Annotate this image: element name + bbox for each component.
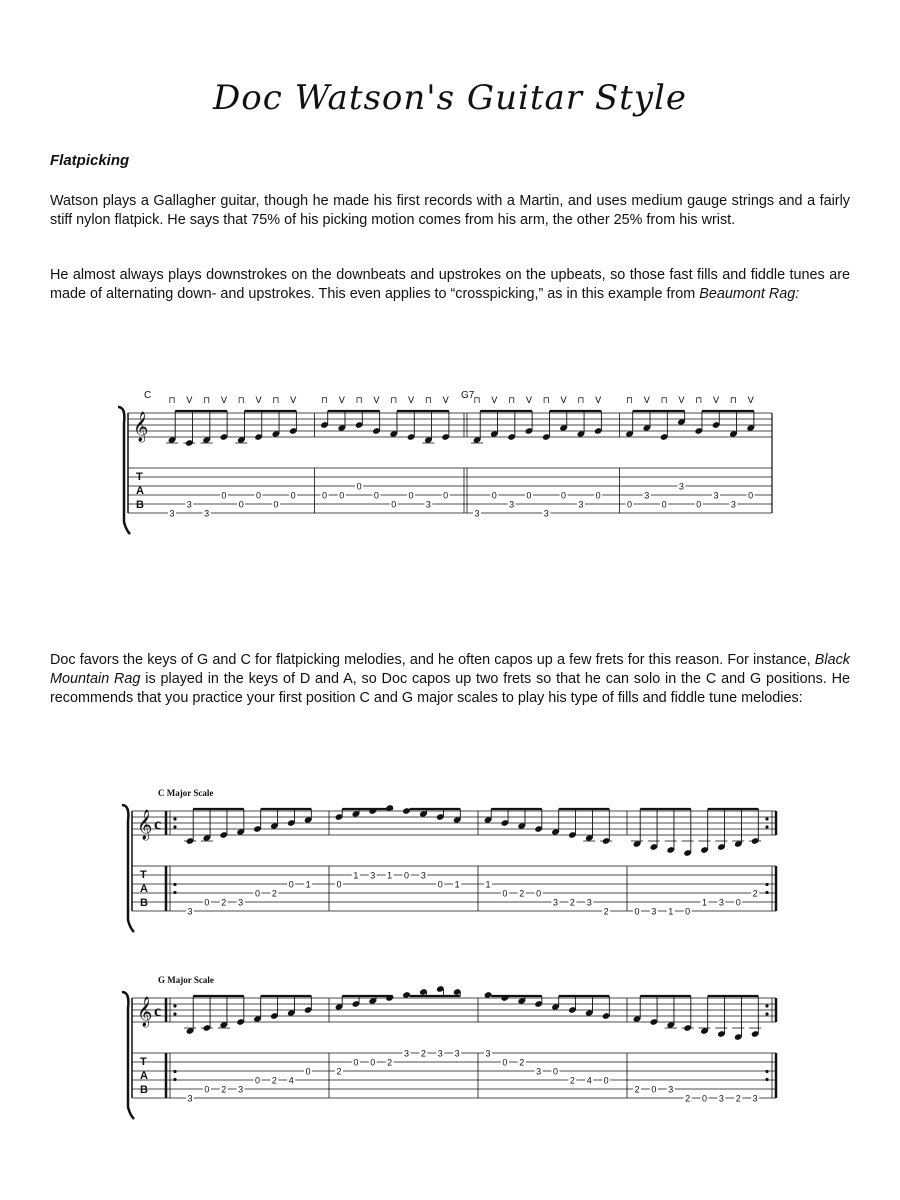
- scale-label-c-major: C Major Scale: [158, 788, 214, 798]
- repeat-dot: [765, 1012, 768, 1015]
- repeat-dot: [173, 1012, 176, 1015]
- tab-fret-number: 0: [339, 490, 345, 501]
- pick-direction-mark: V: [712, 396, 720, 406]
- repeat-dot: [765, 1004, 768, 1007]
- tab-fret-number: 2: [634, 1084, 640, 1095]
- tab-fret-number: 0: [701, 1093, 708, 1104]
- tab-fret-number: 3: [425, 499, 431, 510]
- tab-fret-number: 0: [526, 490, 532, 501]
- tab-letter: A: [140, 883, 148, 895]
- pick-direction-mark: V: [747, 396, 754, 406]
- tab-fret-number: 0: [305, 1066, 311, 1077]
- tab-fret-number: 3: [668, 1084, 674, 1095]
- pick-direction-mark: ⊓: [424, 396, 432, 406]
- repeat-dot: [173, 1070, 176, 1073]
- pick-direction-mark: V: [373, 396, 380, 406]
- tab-fret-number: 3: [186, 499, 192, 510]
- scale-label-g-major: G Major Scale: [158, 975, 214, 985]
- tab-fret-number: 0: [373, 490, 379, 501]
- tab-fret-number: 2: [221, 1084, 227, 1095]
- repeat-dot: [173, 825, 176, 828]
- tab-fret-number: 3: [651, 906, 657, 917]
- tab-fret-number: 3: [678, 481, 684, 492]
- tab-fret-number: 3: [238, 897, 244, 908]
- tab-fret-number: 3: [187, 1093, 193, 1104]
- pick-direction-mark: V: [560, 396, 567, 406]
- paragraph-keys-text-a: Doc favors the keys of G and C for flatpicking melodies, and he often capos up a few frets for this reason. For instance,: [50, 652, 815, 668]
- tab-fret-number: 2: [387, 1057, 393, 1068]
- pick-direction-mark: ⊓: [355, 396, 363, 406]
- tab-fret-number: 2: [603, 906, 609, 917]
- tab-fret-number: 0: [273, 499, 279, 510]
- tab-fret-number: 0: [238, 499, 244, 510]
- tab-fret-number: 2: [569, 1075, 575, 1086]
- scale_c-system: [122, 804, 776, 932]
- pick-direction-mark: ⊓: [168, 396, 176, 406]
- tab-fret-number: 0: [321, 490, 328, 501]
- tab-fret-number: 3: [420, 870, 426, 881]
- pick-direction-mark: ⊓: [473, 396, 481, 406]
- pick-direction-mark: ⊓: [237, 396, 245, 406]
- tab-fret-number: 2: [569, 897, 575, 908]
- tab-fret-number: 0: [256, 490, 262, 501]
- repeat-dot: [173, 1004, 176, 1007]
- tab-fret-number: 3: [169, 508, 175, 519]
- tab-fret-number: 3: [752, 1093, 758, 1104]
- pick-direction-mark: ⊓: [390, 396, 398, 406]
- tab-fret-number: 3: [454, 1048, 460, 1059]
- repeat-dot: [765, 817, 768, 820]
- pick-direction-mark: ⊓: [729, 396, 737, 406]
- tab-fret-number: 2: [221, 897, 227, 908]
- paragraph-picking-text: He almost always plays downstrokes on the downbeats and upstrokes on the upbeats, so those fast fills and fiddle tunes are made of alternating down- and upstrokes. This even applies to “crosspicking,” as in this example from: [50, 267, 850, 302]
- repeat-dot: [173, 817, 176, 820]
- paragraph-keys-text-b: is played in the keys of D and A, so Doc capos up two frets so that he can solo in the C and G positions. He recommends that you practice your first position C and G major scales to play his type of fills and fiddle tune melodies:: [50, 671, 850, 706]
- pick-direction-mark: ⊓: [660, 396, 668, 406]
- paragraph-guitar: Watson plays a Gallagher guitar, though he made his first records with a Martin, and uses medium gauge strings and a fairly stiff nylon flatpick. He says that 75% of his picking motion comes from his arm, the other 25% from his wrist.: [50, 193, 850, 228]
- tab-fret-number: 0: [408, 490, 414, 501]
- pick-direction-mark: V: [338, 396, 345, 406]
- tab-fret-number: 0: [502, 888, 508, 899]
- pick-direction-mark: ⊓: [625, 396, 634, 406]
- tab-letter: T: [140, 1056, 147, 1068]
- tab-letter: B: [140, 897, 148, 909]
- tab-fret-number: 0: [403, 870, 410, 881]
- tab-fret-number: 0: [288, 879, 294, 890]
- tab-fret-number: 4: [288, 1075, 294, 1086]
- tab-fret-number: 0: [634, 906, 640, 917]
- tab-fret-number: 3: [586, 897, 592, 908]
- tab-fret-number: 0: [552, 1066, 559, 1077]
- pick-direction-mark: V: [255, 396, 262, 406]
- tab-fret-number: 2: [336, 1066, 342, 1077]
- pick-direction-mark: ⊓: [272, 396, 280, 406]
- tune-title-black-mountain-rag: Black Mountain Rag: [50, 652, 850, 687]
- repeat-dot: [173, 1078, 176, 1081]
- tab-fret-number: 3: [437, 1048, 443, 1059]
- pick-direction-mark: V: [678, 396, 685, 406]
- repeat-dot: [173, 883, 176, 886]
- tab-fret-number: 0: [748, 490, 754, 501]
- pick-direction-mark: V: [491, 396, 498, 406]
- tab-fret-number: 1: [353, 870, 359, 881]
- chord-symbol-c: C: [144, 390, 152, 401]
- page-title: Doc Watson's Guitar Style: [212, 78, 687, 118]
- tab-fret-number: 0: [491, 490, 497, 501]
- tab-fret-number: 0: [353, 1057, 359, 1068]
- tab-fret-number: 0: [685, 906, 691, 917]
- tab-fret-number: 0: [595, 490, 601, 501]
- tab-fret-number: 0: [502, 1057, 508, 1068]
- tab-fret-number: 0: [356, 481, 362, 492]
- tab-fret-number: 0: [443, 490, 449, 501]
- tab-letter: B: [140, 1084, 148, 1096]
- pick-direction-mark: ⊓: [203, 396, 211, 406]
- tab-fret-number: 3: [730, 499, 736, 510]
- tab-letter: B: [136, 499, 144, 511]
- pick-direction-mark: ⊓: [695, 396, 703, 406]
- tab-fret-number: 3: [485, 1048, 491, 1059]
- tab-fret-number: 3: [718, 897, 724, 908]
- repeat-dot: [765, 825, 768, 828]
- pick-direction-mark: ⊓: [508, 396, 516, 406]
- tab-fret-number: 2: [420, 1048, 426, 1059]
- tab-fret-number: 2: [735, 1093, 741, 1104]
- tab-fret-number: 3: [238, 1084, 244, 1095]
- tab-fret-number: 0: [204, 1084, 210, 1095]
- tab-fret-number: 1: [454, 879, 460, 890]
- tab-fret-number: 0: [221, 490, 227, 501]
- pick-direction-mark: V: [186, 396, 193, 406]
- tab-fret-number: 3: [536, 1066, 542, 1077]
- tab-fret-number: 1: [387, 870, 393, 881]
- tab-letter: T: [136, 471, 143, 483]
- tab-fret-number: 0: [204, 897, 210, 908]
- treble-clef-icon: 𝄞: [137, 997, 153, 1026]
- repeat-dot: [765, 1070, 768, 1073]
- repeat-dot: [765, 891, 768, 894]
- tab-fret-number: 3: [713, 490, 719, 501]
- tab-fret-number: 0: [336, 879, 342, 890]
- tab-fret-number: 3: [187, 906, 193, 917]
- tab-fret-number: 0: [536, 888, 542, 899]
- tab-fret-number: 1: [485, 879, 491, 890]
- tune-title-beaumont-rag: Beaumont Rag:: [699, 286, 800, 302]
- tab-fret-number: 1: [668, 906, 674, 917]
- tab-fret-number: 0: [661, 499, 667, 510]
- tab-fret-number: 0: [437, 879, 443, 890]
- example1-system: [118, 396, 772, 534]
- tab-fret-number: 2: [519, 888, 525, 899]
- tab-fret-number: 3: [718, 1093, 724, 1104]
- tab-fret-number: 0: [391, 499, 397, 510]
- repeat-dot: [765, 883, 768, 886]
- tab-fret-number: 0: [561, 490, 567, 501]
- tab-fret-number: 3: [578, 499, 584, 510]
- tab-fret-number: 1: [305, 879, 311, 890]
- pick-direction-mark: ⊓: [542, 396, 550, 406]
- tab-fret-number: 0: [290, 490, 296, 501]
- tab-fret-number: 3: [370, 870, 376, 881]
- pick-direction-mark: ⊓: [577, 396, 585, 406]
- tab-fret-number: 1: [701, 897, 708, 908]
- pick-direction-mark: V: [595, 396, 602, 406]
- tab-fret-number: 0: [735, 897, 741, 908]
- tab-fret-number: 3: [644, 490, 650, 501]
- tab-fret-number: 4: [586, 1075, 592, 1086]
- repeat-dot: [173, 891, 176, 894]
- tab-fret-number: 2: [685, 1093, 691, 1104]
- tab-fret-number: 0: [626, 499, 633, 510]
- pick-direction-mark: V: [407, 396, 415, 406]
- pick-direction-mark: V: [525, 396, 533, 406]
- tab-fret-number: 0: [603, 1075, 609, 1086]
- common-time-icon: c: [154, 816, 162, 833]
- tab-fret-number: 0: [696, 499, 702, 510]
- tab-fret-number: 3: [403, 1048, 410, 1059]
- chord-symbol-g7: G7: [461, 390, 475, 401]
- treble-clef-icon: 𝄞: [137, 810, 153, 839]
- repeat-dot: [765, 1078, 768, 1081]
- pick-direction-mark: V: [290, 396, 297, 406]
- tab-fret-number: 3: [552, 897, 559, 908]
- treble-clef-icon: 𝄞: [133, 412, 149, 441]
- tab-fret-number: 2: [271, 1075, 277, 1086]
- tab-fret-number: 0: [254, 888, 261, 899]
- pick-direction-mark: V: [442, 396, 449, 406]
- tab-letter: T: [140, 869, 147, 881]
- tab-fret-number: 3: [543, 508, 549, 519]
- pick-direction-mark: V: [643, 396, 650, 406]
- tab-fret-number: 3: [204, 508, 210, 519]
- tab-letter: A: [136, 485, 144, 497]
- pick-direction-mark: V: [220, 396, 228, 406]
- common-time-icon: c: [154, 1003, 162, 1020]
- tab-fret-number: 0: [254, 1075, 261, 1086]
- tab-fret-number: 2: [752, 888, 758, 899]
- tab-fret-number: 3: [474, 508, 480, 519]
- section-heading: Flatpicking: [50, 152, 130, 169]
- tab-fret-number: 3: [509, 499, 515, 510]
- scale_g-system: [122, 985, 776, 1119]
- tab-fret-number: 2: [271, 888, 277, 899]
- tab-fret-number: 2: [519, 1057, 525, 1068]
- pick-direction-mark: ⊓: [320, 396, 329, 406]
- tab-fret-number: 0: [370, 1057, 376, 1068]
- tab-fret-number: 0: [651, 1084, 657, 1095]
- tab-letter: A: [140, 1070, 148, 1082]
